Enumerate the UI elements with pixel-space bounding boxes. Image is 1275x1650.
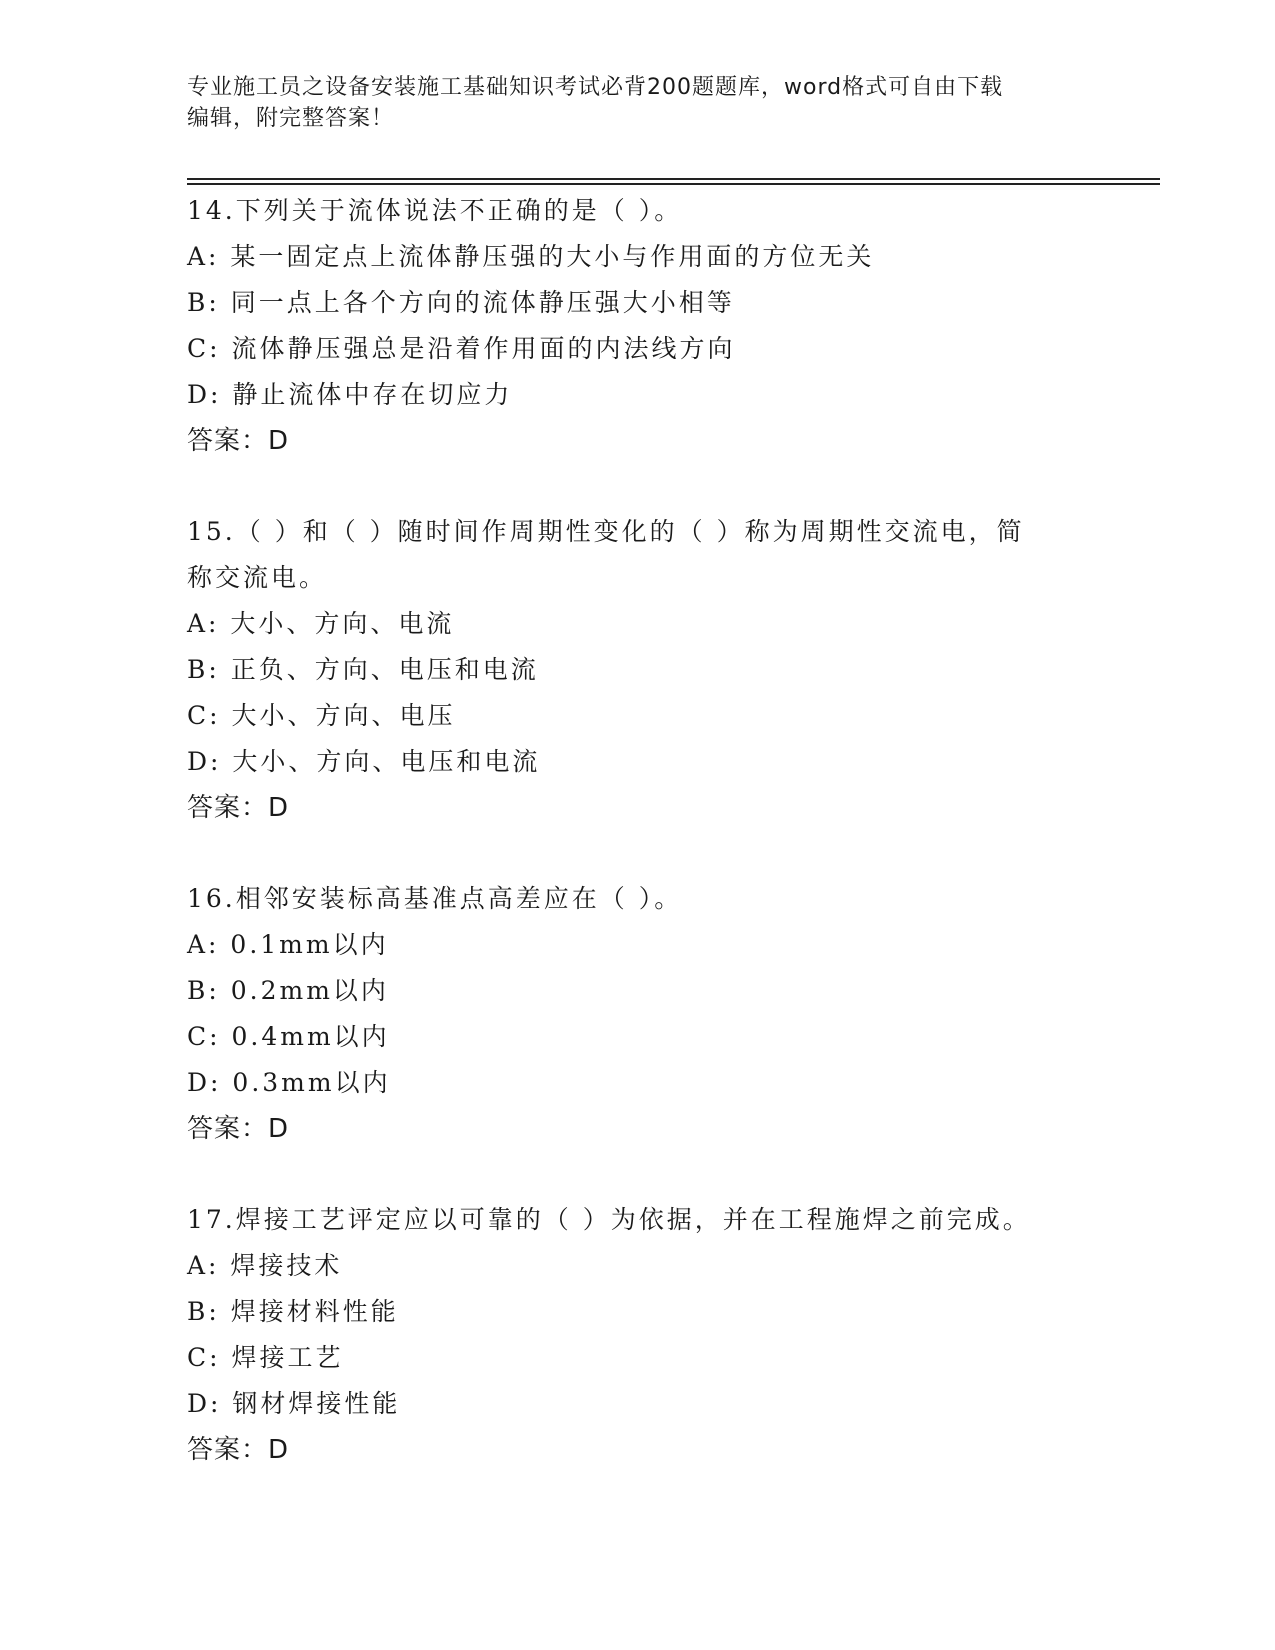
question-stem: 15.（ ）和（ ）随时间作周期性变化的（ ）称为周期性交流电，简 xyxy=(187,517,1025,546)
header-divider-top xyxy=(187,178,1160,180)
question-stem: 17.焊接工艺评定应以可靠的（ ）为依据，并在工程施焊之前完成。 xyxy=(187,1205,1031,1234)
option-d: D: 大小、方向、电压和电流 xyxy=(187,747,541,776)
option-c: C: 大小、方向、电压 xyxy=(187,701,456,730)
question-17 xyxy=(187,1197,1137,1473)
question-stem: 16.相邻安装标高基准点高差应在（ ）。 xyxy=(187,884,683,913)
header-line-2: 编辑，附完整答案！ xyxy=(187,106,395,131)
option-c: C: 流体静压强总是沿着作用面的内法线方向 xyxy=(187,334,736,363)
answer-line: 答案：D xyxy=(187,1114,290,1144)
question-stem: 14.下列关于流体说法不正确的是（ ）。 xyxy=(187,196,683,225)
answer-line: 答案：D xyxy=(187,1435,290,1465)
option-a: A: 大小、方向、电流 xyxy=(187,609,455,638)
document-header xyxy=(187,72,1087,134)
header-divider-bottom xyxy=(187,183,1160,185)
option-a: A: 焊接技术 xyxy=(187,1251,343,1280)
question-16 xyxy=(187,876,1137,1152)
option-c: C: 0.4mm以内 xyxy=(187,1022,390,1051)
option-b: B: 同一点上各个方向的流体静压强大小相等 xyxy=(187,288,735,317)
option-b: B: 0.2mm以内 xyxy=(187,976,389,1005)
answer-line: 答案：D xyxy=(187,426,290,456)
answer-line: 答案：D xyxy=(187,793,290,823)
option-c: C: 焊接工艺 xyxy=(187,1343,344,1372)
question-stem-continued: 称交流电。 xyxy=(187,563,328,592)
option-b: B: 正负、方向、电压和电流 xyxy=(187,655,539,684)
question-list xyxy=(187,188,1137,1518)
question-15 xyxy=(187,509,1137,831)
header-line-1: 专业施工员之设备安装施工基础知识考试必背200题题库，word格式可自由下载 xyxy=(187,75,1004,100)
option-d: D: 钢材焊接性能 xyxy=(187,1389,401,1418)
option-b: B: 焊接材料性能 xyxy=(187,1297,399,1326)
question-14 xyxy=(187,188,1137,464)
option-d: D: 静止流体中存在切应力 xyxy=(187,380,513,409)
option-a: A: 某一固定点上流体静压强的大小与作用面的方位无关 xyxy=(187,242,875,271)
option-d: D: 0.3mm以内 xyxy=(187,1068,391,1097)
option-a: A: 0.1mm以内 xyxy=(187,930,389,959)
